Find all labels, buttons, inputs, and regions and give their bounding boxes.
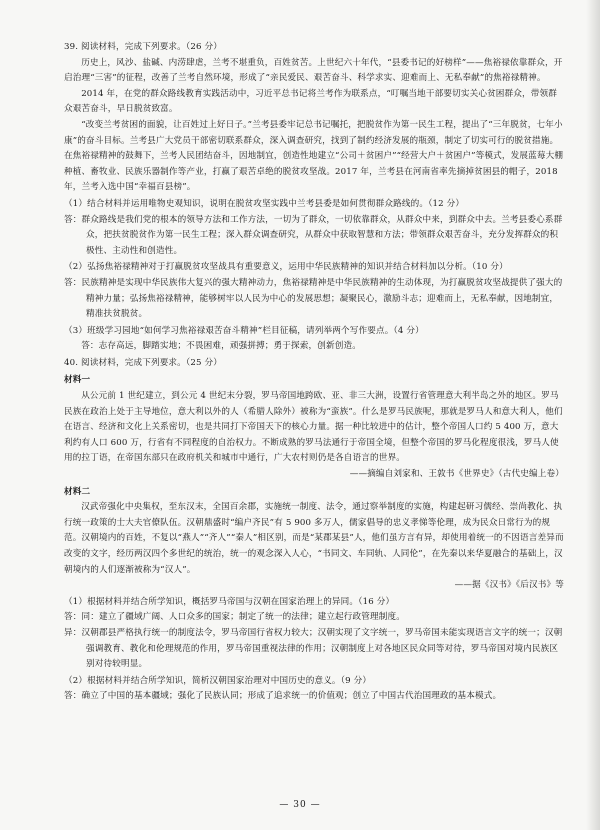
q40-header: 40. 阅读材料，完成下列要求。（25 分）	[64, 357, 222, 368]
page-content	[64, 40, 564, 705]
q40-material1-source: ——摘编自刘家和、王敦书《世界史》（古代史编上卷）	[349, 469, 564, 480]
page-number: — 30 —	[279, 800, 321, 810]
q40-material2-label: 材料二	[64, 486, 91, 497]
q39-subquestion-2: （2）弘扬焦裕禄精神对于打赢脱贫攻坚战具有重要意义，运用中华民族精神的知识并结合材料加以分析。（10 分）	[64, 262, 508, 273]
q39-answer-1: 答：群众路线是我们党的根本的领导方法和工作方法，一切为了群众，一切依靠群众，从群众中来，到群众中去。兰考县委心系群众，把扶贫脱贫作为第一民生工程；深入群众调查研究，从群众中获取智慧和方法；带领群众艰苦奋斗，充分发挥群众的积极性、主动性和创造性。	[64, 214, 563, 256]
q40-material2-text: 汉武帝强化中央集权，至东汉末，全国百余郡，实施统一制度、法令，通过察举制度的实施，构建起研习儒经、崇尚教化、执行统一政策的士大夫官僚队伍。汉朝鼎盛时“编户齐民”有 5 900 多万人，儒家倡导的忠义孝悌等伦理，成为民众日常行为的规范。汉朝境内的百姓，不复以“燕人”“齐人”“秦人”相区别，而是“某郡某县”人，他们虽方言有异，却使用着统一的不因语言差异而改变的文字，经历两汉四个多世纪的统治，统一的观念深入人心，“书同文、车同轨、人同伦”，在先秦以来华夏融合的基础上，汉朝境内的人们逐渐被称为“汉人”。	[64, 502, 564, 575]
q40-answer-2: 答：确立了中国的基本疆域；强化了民族认同；形成了追求统一的价值观；创立了中国古代治国理政的基本模式。	[64, 691, 502, 702]
q40-subquestion-1: （1）根据材料并结合所学知识，概括罗马帝国与汉朝在国家治理上的异同。（16 分）	[64, 596, 395, 607]
q39-material-para3: “改变兰考贫困的面貌，让百姓过上好日子。”兰考县委牢记总书记嘱托，把脱贫作为第一民生工程，提出了“三年脱贫，七年小康”的奋斗目标。兰考县广大党员干部密切联系群众，深入调查研究，找到了制约经济发展的瓶颈，制定了切实可行的脱贫措施。在焦裕禄精神的鼓舞下，兰考人民团结奋斗，因地制宜，创造性地建立“公司＋贫困户”“经营大户＋贫困户”等模式，发展蓝莓大棚种植、畜牧业、民族乐器制作等产业，打赢了艰苦卓绝的脱贫攻坚战。2017 年，兰考县在河南省率先摘掉贫困县的帽子，2018 年，兰考入选中国“幸福百县榜”。	[64, 119, 564, 193]
q39-material-para1: 历史上，风沙、盐碱、内涝肆虐，兰考不堪重负，百姓贫苦。上世纪六十年代，“县委书记的好榜样”——焦裕禄依靠群众，开启治理“三害”的征程，改善了兰考自然环境，形成了“亲民爱民、艰苦奋斗、科学求实、迎难而上、无私奉献”的焦裕禄精神。	[64, 57, 563, 84]
q40-subquestion-2: （2）根据材料并结合所学知识，简析汉朝国家治理对中国历史的意义。（9 分）	[64, 675, 372, 686]
q39-answer-2: 答：民族精神是实现中华民族伟大复兴的强大精神动力，焦裕禄精神是中华民族精神的生动体现，为打赢脱贫攻坚战提供了强大的精神力量；弘扬焦裕禄精神，能够树牢以人民为中心的发展思想；凝聚民心，激励斗志；迎难而上，无私奉献，因地制宜，精准扶贫脱贫。	[64, 277, 563, 320]
q39-material-para2: 2014 年，在党的群众路线教育实践活动中，习近平总书记将兰考作为联系点，“叮嘱当地干部要切实关心贫困群众，带领群众艰苦奋斗，早日脱贫致富。	[64, 88, 558, 115]
q40-material2-source: ——据《汉书》《后汉书》等	[454, 580, 564, 591]
q40-material1-text: 从公元前 1 世纪建立，到公元 4 世纪末分裂，罗马帝国地跨欧、亚、非三大洲，设置行省管理意大利半岛之外的地区。罗马民族在政治上处于主导地位，意大利以外的人（希腊人除外）被称为“蛮族”。什么是罗马民族呢，那就是罗马人和意大利人，他们在语言、经济和文化上关系密切，也是共同打下帝国天下的核心力量。据一种比较进中的估计，整个帝国人口约 5 400 万，意大利约有人口 600 万，行省有不同程度的自治权力。不断成熟的罗马法通行于帝国全境，但整个帝国的罗马化程度很浅，罗马人使用的拉丁语，在帝国东部只在政府机关和城市中通行，广大农村则仍是各自语言的世界。	[64, 391, 563, 464]
q40-answer-1-same: 答：同：建立了疆域广阔、人口众多的国家；制定了统一的法律；建立起行政管理制度。	[64, 612, 406, 623]
q39-subquestion-1: （1）结合材料并运用唯物史观知识，说明在脱贫攻坚实践中兰考县委是如何贯彻群众路线的。（12 分）	[64, 198, 465, 209]
q39-subquestion-3: （3）班级学习园地“如何学习焦裕禄艰苦奋斗精神”栏目征稿，请列举两个写作要点。（4 分）	[64, 325, 424, 336]
q39-header: 39. 阅读材料，完成下列要求。（26 分）	[64, 42, 222, 52]
q40-material1-label: 材料一	[64, 375, 91, 386]
q39-answer-3: 答：志存高远，脚踏实地；不畏困难，顽强拼搏；勇于探索，创新创造。	[81, 341, 361, 352]
page-edge-shadow	[586, 0, 600, 830]
q40-answer-1-diff: 异：汉朝郡县严格执行统一的制度法令，罗马帝国行省权力较大；汉朝实现了文字统一，罗马帝国未能实现语言文字的统一；汉朝强调教育、教化和伦理规范的作用，罗马帝国重视法律的作用；汉朝制度上对各地区民众同等对待，罗马帝国对境内民族区别对待较明显。	[64, 627, 563, 670]
